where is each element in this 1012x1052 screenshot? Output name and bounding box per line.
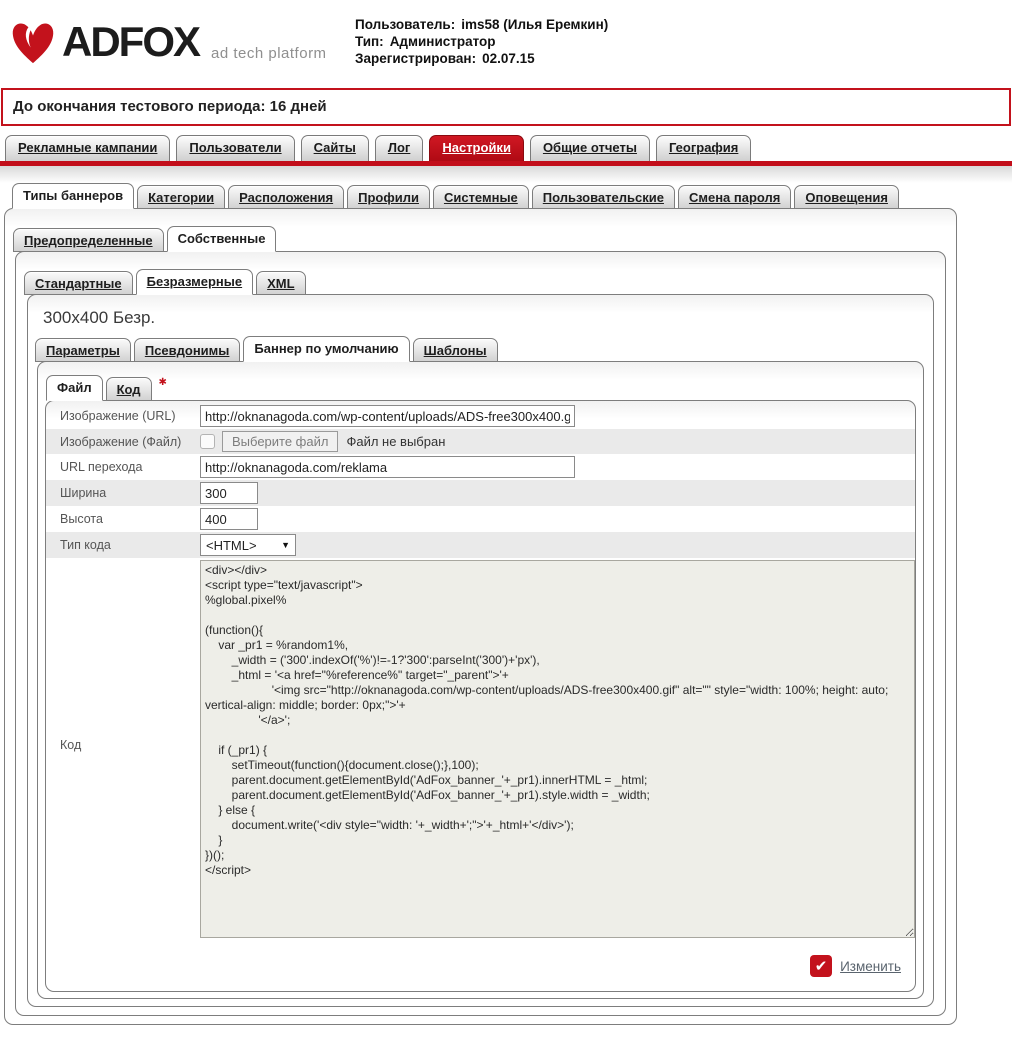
brand-wordmark: ADFOX [62, 18, 199, 65]
user-line [355, 16, 608, 33]
tab-custom[interactable]: Пользовательские [532, 185, 675, 209]
tab-standard[interactable]: Стандартные [24, 271, 133, 295]
nav-tab-geography[interactable]: География [656, 135, 751, 161]
tab-code[interactable]: Код [106, 377, 152, 401]
size-tabs [16, 252, 945, 295]
width-label: Ширина [60, 486, 107, 500]
tab-templates[interactable]: Шаблоны [413, 338, 498, 362]
image-url-input[interactable] [200, 405, 575, 427]
type-line [355, 33, 608, 50]
image-file-row [46, 429, 915, 454]
file-form-panel [45, 400, 916, 992]
nav-tab-reports[interactable]: Общие отчеты [530, 135, 650, 161]
user-info [355, 16, 608, 67]
tab-notifications[interactable]: Оповещения [794, 185, 899, 209]
submit-link[interactable]: Изменить [840, 958, 901, 974]
tab-default-banner[interactable]: Баннер по умолчанию [243, 336, 409, 362]
tab-file[interactable]: Файл [46, 375, 103, 401]
width-row [46, 480, 915, 506]
registered-value: 02.07.15 [482, 51, 535, 66]
tab-profiles[interactable]: Профили [347, 185, 430, 209]
brand-tagline: ad tech platform [211, 44, 327, 62]
tab-sizeless[interactable]: Безразмерные [136, 269, 253, 295]
width-input[interactable] [200, 482, 258, 504]
tab-system[interactable]: Системные [433, 185, 529, 209]
tab-predefined[interactable]: Предопределенные [13, 228, 164, 252]
tab-placements[interactable]: Расположения [228, 185, 344, 209]
settings-tabs [0, 183, 1012, 209]
code-type-row [46, 532, 915, 558]
header [0, 0, 1012, 88]
banner-form [46, 403, 915, 989]
confirm-checkbox[interactable]: ✔ [810, 955, 832, 977]
registered-label: Зарегистрирован: [355, 51, 477, 66]
banner-types-panel [4, 208, 957, 1025]
form-actions [46, 940, 915, 989]
required-marker: ✱ [158, 377, 167, 388]
nav-tab-sites[interactable]: Сайты [301, 135, 369, 161]
image-url-label: Изображение (URL) [60, 409, 176, 423]
click-url-input[interactable] [200, 456, 575, 478]
logo [10, 12, 327, 72]
ownership-tabs [5, 209, 956, 252]
height-input[interactable] [200, 508, 258, 530]
choose-file-button[interactable]: Выберите файл [222, 431, 338, 452]
code-row [46, 558, 915, 940]
code-type-value: <HTML> [206, 537, 257, 553]
user-value: ims58 (Илья Еремкин) [461, 17, 609, 32]
user-label: Пользователь: [355, 17, 456, 32]
click-url-row [46, 454, 915, 480]
tab-aliases[interactable]: Псевдонимы [134, 338, 241, 362]
adfox-fox-icon [10, 15, 56, 69]
main-nav [5, 135, 1012, 161]
registered-line [355, 50, 608, 67]
default-banner-panel [37, 361, 924, 999]
type-value: Администратор [389, 34, 496, 49]
image-url-row [46, 403, 915, 429]
nav-tab-log[interactable]: Лог [375, 135, 423, 161]
tab-xml[interactable]: XML [256, 271, 305, 295]
image-file-label: Изображение (Файл) [60, 434, 182, 449]
tab-change-password[interactable]: Смена пароля [678, 185, 791, 209]
code-textarea[interactable] [200, 560, 915, 938]
select-arrow-icon: ▼ [281, 540, 290, 550]
sizeless-panel [27, 294, 934, 1007]
file-status-text: Файл не выбран [346, 434, 446, 449]
nav-tab-settings[interactable]: Настройки [429, 135, 524, 161]
banner-section-tabs [28, 336, 933, 362]
code-label: Код [60, 738, 82, 752]
image-file-checkbox[interactable] [200, 434, 215, 449]
tab-parameters[interactable]: Параметры [35, 338, 131, 362]
mode-tabs [38, 362, 923, 401]
tab-own[interactable]: Собственные [167, 226, 277, 252]
own-banner-types-panel [15, 251, 946, 1016]
tab-banner-types[interactable]: Типы баннеров [12, 183, 134, 209]
trial-period-notice: До окончания тестового периода: 16 дней [1, 88, 1011, 126]
nav-fade [0, 166, 1012, 183]
code-type-label: Тип кода [60, 538, 111, 552]
height-label: Высота [60, 512, 103, 526]
page-title: 300x400 Безр. [43, 308, 156, 327]
click-url-label: URL перехода [60, 460, 143, 474]
height-row [46, 506, 915, 532]
nav-tab-campaigns[interactable]: Рекламные кампании [5, 135, 170, 161]
type-label: Тип: [355, 34, 384, 49]
tab-categories[interactable]: Категории [137, 185, 225, 209]
code-type-select[interactable] [200, 534, 296, 556]
nav-tab-users[interactable]: Пользователи [176, 135, 294, 161]
